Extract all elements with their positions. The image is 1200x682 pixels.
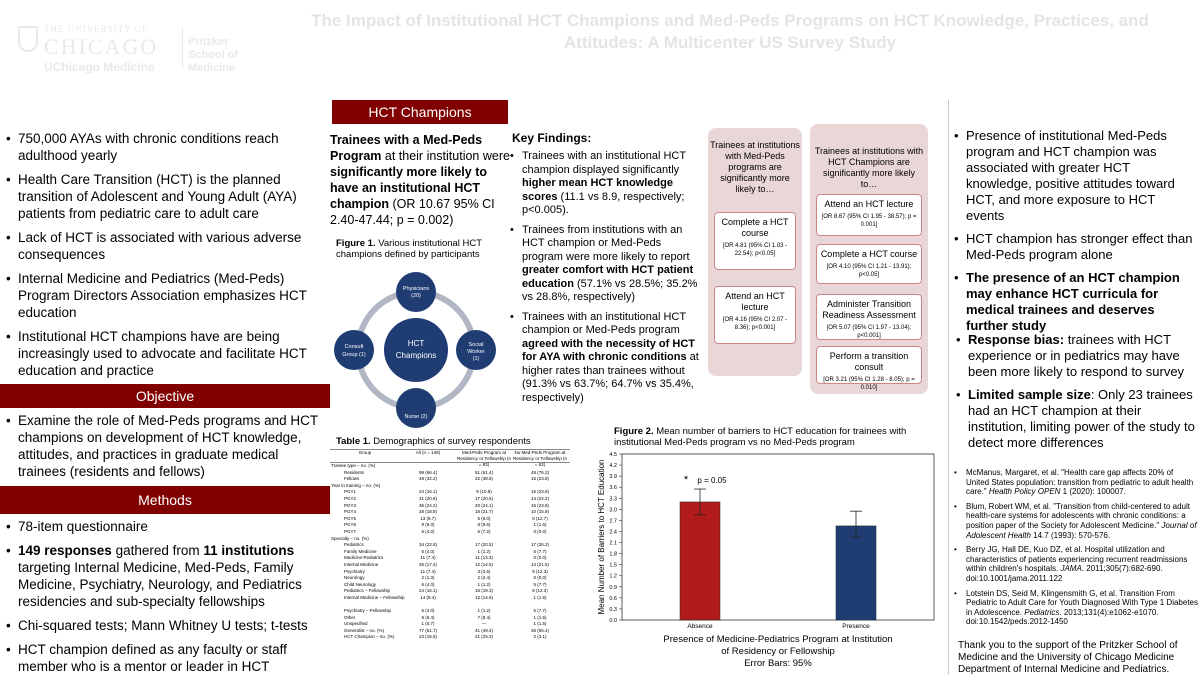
- x-tick-label: Presence: [842, 623, 870, 630]
- table-row: [330, 621, 570, 628]
- intro-item: • 750,000 AYAs with chronic conditions reach adulthood yearly: [6, 130, 316, 164]
- table-cell: 6 (4.0): [421, 548, 435, 554]
- champions-header: HCT Champions: [332, 100, 508, 124]
- y-tick-label: 1.2: [609, 573, 617, 580]
- intro-item: • Internal Medicine and Pediatrics (Med-Peds) Program Directors Association emphasizes HCT education: [6, 270, 316, 321]
- table-cell: PGY6: [344, 522, 357, 528]
- table-cell: [400, 463, 456, 470]
- lead-text: (OR 10.67 95% CI 2.40-47.44; p = 0.002): [330, 197, 495, 227]
- table-cell: 0 (0.0): [533, 528, 547, 534]
- figure2-chart: [594, 448, 944, 670]
- methods-item: [6, 617, 324, 634]
- finding-bold: agreed with the necessity of HCT for AYA with chronic conditions: [522, 337, 695, 363]
- node-consult-label-2: Group (1): [342, 352, 366, 358]
- table-row: [330, 463, 570, 470]
- champion-box-header: Trainees at institutions with HCT Champions are significantly more likely to…: [814, 146, 924, 189]
- logo-university: THE UNIVERSITY OF: [44, 24, 149, 34]
- champion-card: [816, 346, 922, 391]
- node-physicians-count: (20): [411, 293, 421, 299]
- node-social-count: (1): [472, 356, 480, 362]
- table-row: [330, 569, 570, 576]
- table-row: [330, 476, 570, 483]
- table-row: [330, 529, 570, 536]
- table-cell: 41 (49.4): [474, 627, 493, 633]
- table-header-cell: Med-Peds Program at Residency or Fellowship (n = 83): [456, 450, 512, 467]
- conclusions-list: [954, 128, 1194, 341]
- ref-journal: Journal of Adolescent Health: [966, 520, 1197, 540]
- champion-card: [816, 244, 922, 284]
- table-row: [330, 562, 570, 569]
- table-cell: 12 (14.5): [474, 561, 493, 567]
- figure2-caption: [614, 426, 944, 448]
- limitations-list: [956, 332, 1200, 458]
- lead-text: at their institution were: [381, 149, 510, 163]
- table-row: [330, 628, 570, 635]
- bar-absence: [680, 502, 720, 620]
- table-cell: [456, 483, 512, 490]
- table-cell: 7 (8.4): [477, 614, 491, 620]
- table-cell: 10 (15.9): [530, 509, 549, 515]
- ref-text: Berry JG, Hall DE, Kuo DZ, et al. Hospital utilization and characteristics of patients experiencing recurrent readmissions within children's hospitals.: [966, 545, 1188, 574]
- table-cell: [456, 463, 512, 470]
- table-cell: Other: [344, 614, 356, 620]
- reference-item: [954, 502, 1198, 540]
- table-row: [330, 516, 570, 523]
- finding-bold: greater comfort with HCT patient education: [522, 264, 694, 290]
- table-cell: 1 (0.7): [421, 621, 435, 627]
- table-cell: 11 (13.3): [475, 555, 493, 561]
- table-cell: 24 (16.1): [418, 489, 437, 495]
- card-stat: [OR 3.21 (95% CI 1.28 - 8.05); p = 0.010]: [823, 377, 915, 391]
- table-cell: 6 (4.0): [421, 608, 435, 614]
- table-cell: 1 (1.2): [477, 581, 491, 587]
- logo-school: Pritzker School of Medicine: [188, 36, 239, 74]
- table-cell: 17 (20.5): [474, 542, 493, 548]
- methods-item: [6, 542, 324, 610]
- methods-bold: 11 institutions: [203, 543, 295, 558]
- card-title: Complete a HCT course: [820, 249, 918, 259]
- table1-text: Demographics of survey respondents: [370, 436, 531, 447]
- limitation-item: [956, 387, 1200, 451]
- card-title: Complete a HCT course: [721, 217, 789, 238]
- table-cell: Fellows: [344, 476, 360, 482]
- key-findings-title: Key Findings:: [512, 131, 592, 145]
- acknowledgments: Thank you to the support of the Pritzker School of Medicine and the University of Chicago Medicine Department of Internal Medicine and Pediatrics.: [958, 640, 1178, 675]
- table-cell: [512, 463, 568, 470]
- y-tick-label: 2.4: [609, 529, 617, 536]
- table-cell: HCT Champion – no. (%): [344, 634, 395, 640]
- conclusion-bold: The presence of an HCT champion may enhance HCT curricula for medical trainees and deserves further study: [966, 270, 1180, 333]
- node-social-label-2: Worker: [467, 349, 485, 355]
- y-tick-label: 0.0: [609, 618, 617, 624]
- table-row: [330, 575, 570, 582]
- table-row: [330, 542, 570, 549]
- methods-text: 78-item questionnaire: [18, 519, 148, 534]
- card-title: Administer Transition Readiness Assessment: [822, 299, 916, 320]
- table-row: [330, 608, 570, 615]
- reference-item: [954, 545, 1198, 583]
- table-cell: 11 (7.4): [420, 568, 436, 574]
- conclusion-item: [954, 128, 1194, 224]
- table-cell: 15 (23.8): [530, 502, 549, 508]
- card-title: Perform a transition consult: [829, 351, 909, 372]
- intro-item: • Lack of HCT is associated with various adverse consequences: [6, 229, 316, 263]
- table-cell: 2 (2.4): [477, 575, 491, 581]
- logo-medicine: UChicago Medicine: [44, 60, 155, 74]
- banner: [0, 0, 1200, 88]
- table-row: [330, 496, 570, 503]
- table-cell: Internal Medicine: [344, 561, 379, 567]
- methods-text: targeting Internal Medicine, Med-Peds, Family Medicine, Psychiatry, Neurology, and Pediatrics residencies and sub-specialty fellowships: [18, 560, 302, 609]
- medpeds-box-header: Trainees at institutions with Med-Peds programs are significantly more likely to…: [710, 140, 800, 194]
- table-cell: 0 (0.0): [533, 575, 547, 581]
- table-row: [330, 470, 570, 477]
- table-cell: 26 (17.4): [418, 561, 437, 567]
- ref-journal: Pediatrics: [1024, 607, 1060, 617]
- finding-text: Trainees with an institutional HCT champion or Med-Peds program: [522, 310, 686, 336]
- table-cell: Generalist – no. (%): [344, 627, 385, 633]
- table-cell: PGY7: [344, 528, 357, 534]
- table-cell: 15 (23.8): [530, 489, 549, 495]
- methods-bold: 149 responses: [18, 543, 112, 558]
- ref-text: McManus, Margaret, et al. "Health care gap affects 20% of United States population: transition from pediatric to adult health care.": [966, 468, 1194, 497]
- table-cell: 6 (4.0): [421, 528, 435, 534]
- table-cell: [512, 483, 568, 490]
- table-cell: 16 (19.3): [474, 588, 493, 594]
- table-cell: 5 (6.0): [477, 515, 491, 521]
- card-title: Attend an HCT lecture: [725, 291, 785, 312]
- card-stat: [OR 4.81 (95% CI 1.03 - 22.54); p<0.05]: [722, 243, 788, 257]
- table-cell: 14 (21.5): [530, 561, 549, 567]
- finding-item: [510, 224, 700, 305]
- table-cell: 51 (61.4): [474, 469, 493, 475]
- table-row: [330, 595, 570, 602]
- table-cell: 14 (9.4): [420, 594, 436, 600]
- figure1-caption: [336, 238, 506, 260]
- objective-header: Objective: [0, 384, 330, 408]
- node-physicians-label: Physicians: [402, 286, 430, 292]
- crest-icon: [18, 26, 38, 52]
- table-cell: 3 (3.6): [477, 568, 491, 574]
- limitation-text: trainees with HCT experience or in pediatrics may have been more likely to respond to survey: [968, 332, 1185, 379]
- demographics-table: [330, 449, 570, 641]
- table-cell: Psychiatry: [344, 568, 365, 574]
- table-cell: 9 (6.0): [421, 522, 435, 528]
- table-cell: Family Medicine: [344, 548, 377, 554]
- table-cell: [400, 601, 456, 608]
- table-cell: [330, 601, 400, 608]
- table-cell: 36 (24.2): [418, 502, 437, 508]
- table-cell: PGY2: [344, 495, 357, 501]
- fig2-label: Figure 2.: [614, 426, 654, 437]
- medpeds-card: [714, 286, 796, 344]
- fig2-text: Mean number of barriers to HCT education for trainees with institutional Med-Peds program vs no Med-Peds program: [614, 426, 907, 448]
- finding-bold: higher mean HCT knowledge scores: [522, 177, 673, 203]
- methods-list: [6, 518, 324, 682]
- table-cell: 9 (10.8): [476, 489, 492, 495]
- finding-text: (11.1 vs 8.9, respectively; p<0.005).: [522, 190, 685, 216]
- methods-text: Chi-squared tests; Mann Whitney U tests; t-tests: [18, 618, 308, 633]
- table-cell: 1 (1.2): [477, 608, 491, 614]
- table-cell: Pediatrics: [344, 542, 364, 548]
- limitation-item: [956, 332, 1200, 380]
- conclusion-item: [954, 231, 1194, 263]
- y-tick-label: 2.1: [609, 540, 617, 547]
- university-logo: [18, 22, 258, 74]
- table-cell: [456, 536, 512, 543]
- table-cell: 1 (1.5): [533, 614, 547, 620]
- table-cell: Neurology: [344, 575, 365, 581]
- table1-caption: [336, 436, 576, 447]
- table-cell: 5 (7.7): [533, 581, 547, 587]
- table-cell: 48 (32.2): [418, 476, 437, 482]
- y-tick-label: 3.0: [609, 507, 617, 514]
- finding-item: [510, 311, 700, 406]
- table-cell: [456, 601, 512, 608]
- center-label-1: HCT: [407, 339, 425, 348]
- limitation-text: : Only 23 trainees had an HCT champion at their institution, limiting power of the study to detect more differences: [968, 387, 1195, 450]
- ref-text: Lotstein DS, Seid M, Klingensmith G, et al. Transition From Pediatric to Adult Care for Youth Diagnosed With Type 1 Diabetes in Adolescence.: [966, 588, 1198, 617]
- table-cell: 2 (1.3): [421, 575, 435, 581]
- y-tick-label: 4.2: [609, 463, 617, 470]
- card-stat: [OR 5.07 (95% CI 1.97 - 13.04); p<0.001]: [826, 325, 912, 339]
- table-cell: 77 (51.7): [418, 627, 437, 633]
- methods-text: gathered from: [111, 543, 204, 558]
- table-cell: 21 (25.3): [474, 634, 493, 640]
- lead-bold: Trainees with a Med-Peds Program: [330, 133, 483, 163]
- table-cell: 15 (23.8): [530, 476, 549, 482]
- champion-card: [816, 294, 922, 340]
- table-cell: 11 (7.4): [420, 555, 436, 561]
- figure1-diagram: [330, 272, 510, 422]
- methods-header: Methods: [0, 486, 330, 514]
- node-consult-label-1: Consult: [344, 344, 364, 350]
- node-nurse-label: Nurse (2): [404, 414, 428, 420]
- card-stat: [OR 4.10 (95% CI 1.21 - 13.91); p<0.05]: [826, 264, 912, 278]
- table-row: [330, 489, 570, 496]
- champion-card: [816, 194, 922, 236]
- table1-label: Table 1.: [336, 436, 371, 447]
- table-cell: PGY1: [344, 489, 357, 495]
- table-cell: 1 (1.5): [533, 594, 547, 600]
- column-divider: [948, 100, 949, 675]
- objective-item: • Examine the role of Med-Peds programs and HCT champions on development of HCT knowledge, attitudes, and practices in graduate medical trainees (residents and fellows): [6, 412, 324, 480]
- card-stat: [OR 8.67 (95% CI 1.95 - 38.57); p = 0.001]: [821, 214, 917, 228]
- table-cell: [400, 483, 456, 490]
- y-tick-label: 3.9: [609, 474, 617, 481]
- table-cell: [512, 601, 568, 608]
- node-social-label-1: Social: [468, 342, 484, 348]
- finding-text: (57.1% vs 28.5%; 35.2% vs 28.8%, respectively): [522, 277, 698, 303]
- table-cell: 28 (18.8): [418, 509, 437, 515]
- table-cell: 14 (22.2): [530, 495, 549, 501]
- reference-item: [954, 468, 1198, 497]
- limitation-bold: Response bias:: [968, 332, 1065, 347]
- table-header-cell: Group: [358, 450, 372, 455]
- methods-text: HCT champion defined as any faculty or staff member who is a mentor or leader in HCT: [18, 642, 287, 674]
- table-cell: PGY4: [344, 509, 357, 515]
- medpeds-card: [714, 212, 796, 270]
- table-cell: 12 (14.5): [474, 594, 493, 600]
- table-cell: 8 (5.4): [421, 614, 435, 620]
- methods-item: [6, 518, 324, 535]
- table-cell: Pediatrics – Fellowship: [344, 588, 391, 594]
- table-cell: 8 (12.3): [532, 588, 548, 594]
- plot-frame: [622, 454, 934, 620]
- objective-list: [6, 412, 324, 487]
- significance-star: *: [683, 474, 689, 487]
- ref-end: . 2011;305(7):682-690. doi:10.1001/jama.2011.122: [966, 564, 1163, 583]
- conclusion-text: Presence of institutional Med-Peds program and HCT champion was associated with greater HCT knowledge, positive attitudes toward HCT, and more exposure to HCT events: [966, 128, 1175, 223]
- table-cell: Child Neurology: [344, 581, 377, 587]
- table-header-cell: No Med-Peds Program at Residency or Fellowship (n = 63): [512, 450, 568, 467]
- table-row: [330, 615, 570, 622]
- table-row: [330, 503, 570, 510]
- table-cell: 5 (7.7): [533, 548, 547, 554]
- logo-chicago: CHICAGO: [44, 34, 159, 59]
- card-stat: [OR 4.16 (95% CI 2.07 - 8.36); p<0.001]: [722, 317, 788, 331]
- table-cell: 1 (1.2): [477, 548, 491, 554]
- node-nurse: [396, 388, 436, 428]
- y-tick-label: 3.6: [609, 485, 617, 492]
- ref-end: 1 (2020): 100007.: [1060, 487, 1126, 497]
- fig1-label: Figure 1.: [336, 238, 376, 249]
- table-cell: 24 (16.1): [418, 588, 437, 594]
- table-row: [330, 601, 570, 608]
- y-tick-label: 0.9: [609, 584, 617, 591]
- finding-text: Trainees with an institutional HCT champion displayed significantly: [522, 150, 686, 176]
- finding-text: at higher rates than trainees without (91.3% vs 63.7%; 64.7% vs 35.4%, respectively): [522, 351, 699, 404]
- y-tick-label: 0.3: [609, 606, 617, 613]
- table-cell: Psychiatry – Fellowship: [344, 608, 392, 614]
- card-title: Attend an HCT lecture: [824, 199, 914, 209]
- y-tick-label: 1.8: [609, 551, 617, 558]
- table-cell: 6 (7.2): [477, 528, 491, 534]
- table-cell: Specialty – no. (%): [331, 535, 369, 541]
- y-tick-label: 0.6: [609, 595, 617, 602]
- table-cell: 17 (20.5): [474, 495, 493, 501]
- table-cell: 1 (1.6): [533, 522, 547, 528]
- node-physicians: [396, 272, 436, 312]
- references-list: [954, 468, 1198, 632]
- center-label-2: Champions: [395, 351, 437, 360]
- champion-center-node: [384, 318, 448, 382]
- table-row: [330, 483, 570, 490]
- error-bar-note: Error Bars: 95%: [744, 658, 812, 669]
- y-tick-label: 2.7: [609, 518, 617, 525]
- y-tick-label: 1.5: [609, 562, 617, 569]
- table-body: [330, 463, 570, 641]
- lead-bold: significantly more likely to have an institutional HCT champion: [330, 165, 487, 211]
- key-findings-list: [510, 150, 700, 411]
- table-cell: 8 (12.3): [532, 568, 548, 574]
- table-cell: 6 (4.0): [421, 581, 435, 587]
- table-row: [330, 509, 570, 516]
- table-cell: 1 (1.5): [533, 621, 547, 627]
- poster-title: The Impact of Institutional HCT Champions and Med-Peds Programs on HCT Knowledge, Practices, and Attitudes: A Multicenter US Survey Study: [311, 11, 1149, 52]
- methods-item: [6, 641, 324, 675]
- table-cell: Trainee type – no. (%): [331, 463, 376, 468]
- table-cell: 18 (21.7): [474, 509, 493, 515]
- table-cell: 17 (26.2): [530, 542, 549, 548]
- table-cell: 31 (20.8): [418, 495, 437, 501]
- table-cell: Internal Medicine – Fellowship: [344, 594, 405, 600]
- champions-lead: [330, 132, 510, 228]
- table-cell: 5 (7.7): [533, 608, 547, 614]
- intro-list: [6, 130, 316, 386]
- bar-presence: [836, 526, 876, 620]
- finding-text: Trainees from institutions with an HCT champion or Med-Peds program were more likely to report: [522, 223, 690, 263]
- table-cell: PGY5: [344, 515, 357, 521]
- table-cell: 23 (15.5): [418, 634, 437, 640]
- conclusion-text: HCT champion has stronger effect than Med-Peds program alone: [966, 231, 1193, 262]
- table-cell: Residents: [344, 469, 365, 475]
- significance-label: p = 0.05: [697, 476, 727, 486]
- x-axis-label-cont: of Residency or Fellowship: [721, 646, 835, 657]
- table-cell: 36 (55.4): [530, 627, 549, 633]
- table-cell: 48 (76.2): [530, 469, 549, 475]
- table-cell: 32 (38.6): [474, 476, 493, 482]
- ref-end: . 2013;131(4):e1062-e1070. doi:10.1542/peds.2012-1450: [966, 607, 1159, 627]
- table-cell: 13 (8.7): [420, 515, 436, 521]
- table-cell: [400, 536, 456, 543]
- finding-item: [510, 150, 700, 218]
- ref-text: Blum, Robert WM, et al. "Transition from child-centered to adult health-care systems for adolescents with chronic conditions: a position paper of the Society for Adolescent Medicine.": [966, 501, 1190, 530]
- table-row: [330, 588, 570, 595]
- table-cell: 0 (0.0): [533, 555, 547, 561]
- y-tick-label: 3.3: [609, 496, 617, 503]
- table-cell: Unspecified: [344, 621, 368, 627]
- logo-divider: [182, 26, 183, 68]
- limitation-bold: Limited sample size: [968, 387, 1091, 402]
- table-header-cell: All (n = 149): [415, 450, 441, 455]
- table-cell: [512, 536, 568, 543]
- table-cell: PGY3: [344, 502, 357, 508]
- fig1-text: Various institutional HCT champions defined by participants: [336, 238, 482, 260]
- table-cell: Medicine-Pediatrics: [344, 555, 384, 561]
- table-row: [330, 549, 570, 556]
- table-cell: 99 (66.4): [418, 469, 437, 475]
- intro-item: • Health Care Transition (HCT) is the planned transition of Adolescent and Young Adult (AYA) patients from pediatric care to adult care: [6, 171, 316, 222]
- conclusion-item: [954, 270, 1194, 334]
- table-row: [330, 522, 570, 529]
- y-axis-label: Mean Number of Barriers to HCT Education: [597, 459, 606, 615]
- table-cell: 34 (22.8): [418, 542, 437, 548]
- x-tick-label: Absence: [687, 623, 713, 630]
- y-tick-label: 4.5: [609, 452, 617, 458]
- node-consult-group: [334, 330, 374, 370]
- table-row: [330, 555, 570, 562]
- intro-item: • Institutional HCT champions have are being increasingly used to advocate and facilitate HCT education and practice: [6, 328, 316, 379]
- table-cell: Year in training – no. (%): [331, 482, 381, 488]
- table-cell: 8 (9.6): [477, 522, 491, 528]
- x-axis-label: Presence of Medicine-Pediatrics Program at Institution: [663, 634, 893, 645]
- table-row: [330, 634, 570, 641]
- table-cell: —: [481, 621, 487, 627]
- table-cell: 20 (24.1): [474, 502, 493, 508]
- ref-end: 14.7 (1993): 570-576.: [1030, 530, 1111, 540]
- reference-item: [954, 589, 1198, 627]
- ref-journal: Health Policy OPEN: [988, 487, 1061, 497]
- table-row: [330, 582, 570, 589]
- ref-journal: JAMA: [1060, 564, 1082, 574]
- table-cell: 2 (3.1): [533, 634, 547, 640]
- table-row: [330, 536, 570, 543]
- table-cell: 8 (12.7): [532, 515, 548, 521]
